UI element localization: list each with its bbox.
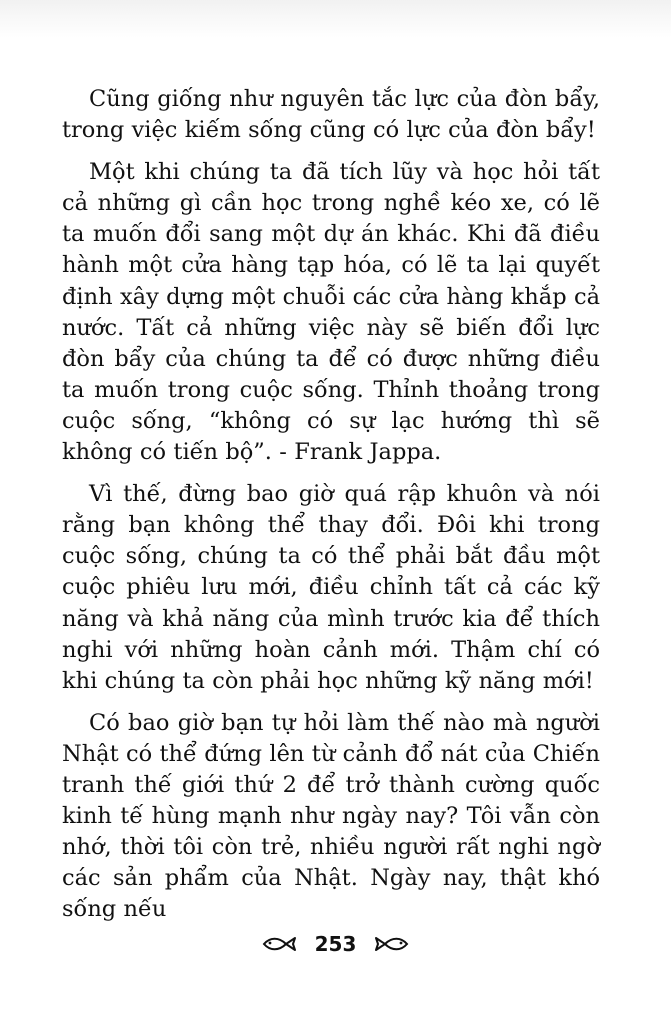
paragraph: Cũng giống như nguyên tắc lực của đòn bẩy, trong việc kiếm sống cũng có lực của đòn bẩy! — [62, 86, 600, 144]
page-body — [62, 84, 600, 936]
fish-ornament-icon — [369, 936, 409, 952]
fish-ornament-icon — [262, 936, 302, 952]
paragraph: Có bao giờ bạn tự hỏi làm thế nào mà người Nhật có thể đứng lên từ cảnh đổ nát của Chiến tranh thế giới thứ 2 để trở thành cường quốc kinh tế hùng mạnh như ngày nay? Tôi vẫn còn nhớ, thời tôi còn trẻ, nhiều người rất nghi ngờ các sản phẩm của Nhật. Ngày nay, thật khó sống nếu — [62, 709, 600, 923]
paragraph: Vì thế, đừng bao giờ quá rập khuôn và nói rằng bạn không thể thay đổi. Đôi khi trong cuộc sống, chúng ta có thể phải bắt đầu một cuộc phiêu lưu mới, điều chỉnh tất cả các kỹ năng và khả năng của mình trước kia để thích nghi với những hoàn cảnh mới. Thậm chí có khi chúng ta còn phải học những kỹ năng mới! — [62, 481, 600, 694]
scan-shadow — [0, 0, 671, 38]
paragraph: Một khi chúng ta đã tích lũy và học hỏi tất cả những gì cần học trong nghề kéo xe, có lẽ ta muốn đổi sang một dự án khác. Khi đã điều hành một cửa hàng tạp hóa, có lẽ ta lại quyết định xây dựng một chuỗi các cửa hàng khắp cả nước. Tất cả những việc này sẽ biến đổi lực đòn bẩy của chúng ta để có được những điều ta muốn trong cuộc sống. Thỉnh thoảng trong cuộc sống, “không có sự lạc hướng thì sẽ không có tiến bộ”. - Frank Jappa. — [62, 159, 600, 466]
page-footer — [0, 928, 671, 958]
page-number: 253 — [314, 931, 357, 956]
